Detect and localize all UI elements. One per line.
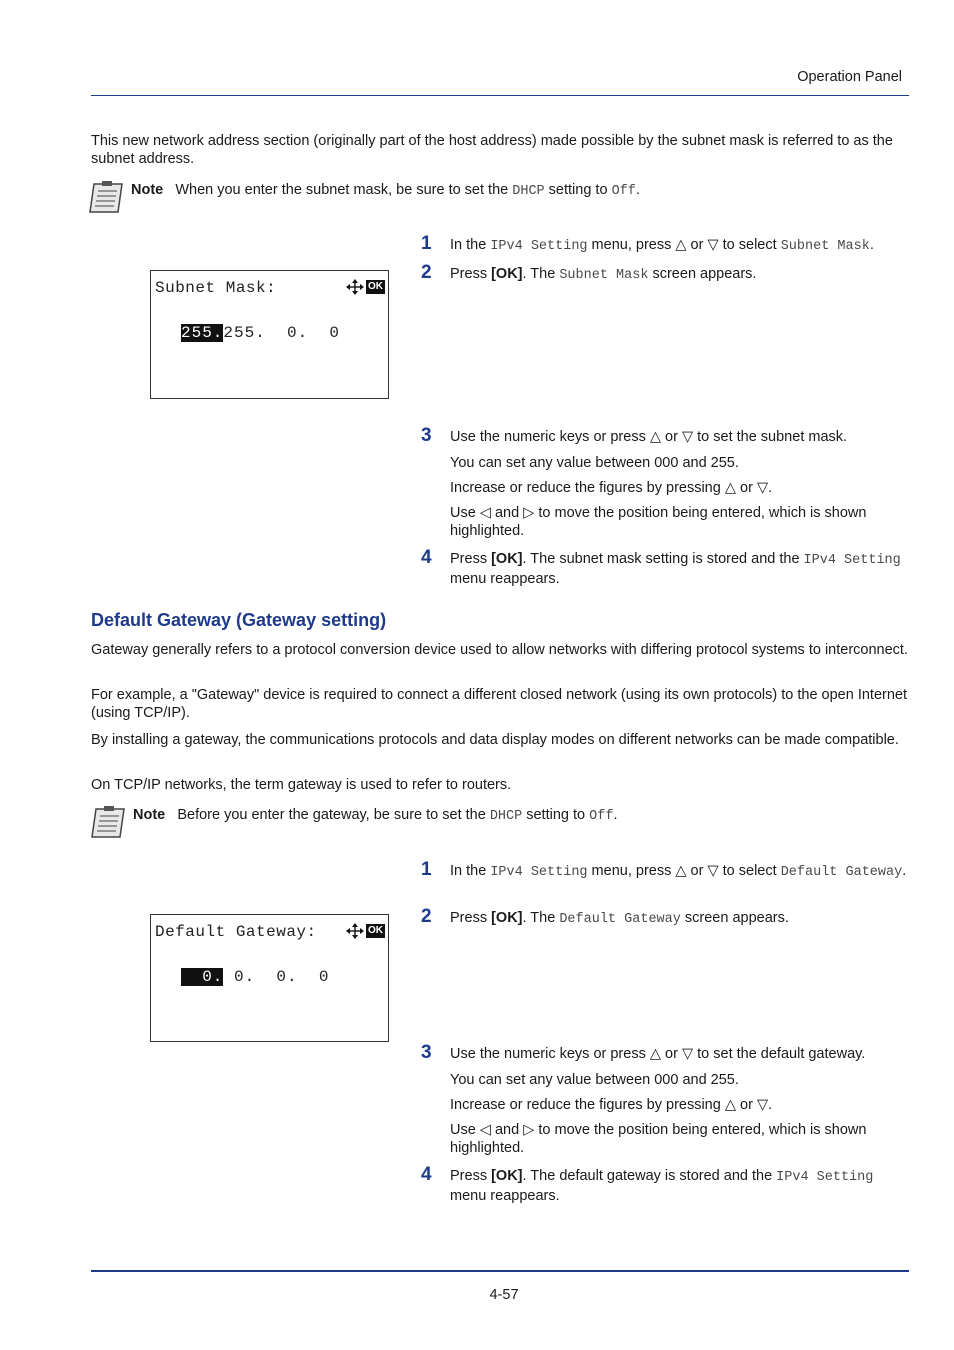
step-text: screen appears.: [648, 266, 757, 282]
step-text: Press: [450, 910, 492, 926]
lcd-nav-icons: [346, 279, 385, 295]
subnet-step-1: [450, 236, 910, 256]
note-text: setting to: [544, 182, 612, 198]
step-text: . The default gateway is stored and the: [522, 1168, 777, 1184]
ok-icon: OK: [368, 281, 383, 292]
note-text: When you enter the subnet mask, be sure to set the: [175, 182, 513, 198]
step-text: . The: [522, 910, 560, 926]
note-icon: [90, 806, 128, 844]
step-text: menu, press △ or ▽ to select: [587, 863, 781, 879]
header-rule: [91, 95, 909, 96]
gateway-paragraph-1: Gateway generally refers to a protocol conversion device used to allow networks with differing protocol systems to interconnect.: [91, 642, 908, 658]
gateway-sub-1: You can set any value between 000 and 255.: [450, 1072, 739, 1088]
step-text: . The: [522, 266, 560, 282]
four-way-arrow-icon: [346, 279, 364, 295]
gateway-step-1: [450, 862, 910, 882]
ok-key-label: [OK]: [491, 910, 523, 926]
step-text: Press: [450, 1168, 492, 1184]
code-ipv4-setting: IPv4 Setting: [490, 239, 588, 254]
lcd-rest-fields: 0. 0. 0: [223, 968, 330, 986]
subnet-mask-lcd: [150, 270, 389, 399]
step-text: In the: [450, 863, 491, 879]
code-off: Off: [589, 809, 614, 824]
subnet-sub-3: Use ◁ and ▷ to move the position being entered, which is shown highlighted.: [450, 505, 867, 539]
gateway-paragraph-2: For example, a "Gateway" device is required to connect a different closed network (using its own protocols) to the open Internet (using TCP/IP).: [91, 687, 908, 721]
subnet-step-4: [450, 550, 910, 588]
step-number: 1: [421, 859, 432, 880]
step-text: . The subnet mask setting is stored and the: [522, 551, 804, 567]
code-ipv4-setting: IPv4 Setting: [803, 553, 901, 568]
ok-key-label: [OK]: [491, 551, 523, 567]
note-text: setting to: [522, 807, 590, 823]
code-subnet-mask: Subnet Mask: [559, 268, 649, 283]
gateway-paragraph-4: On TCP/IP networks, the term gateway is used to refer to routers.: [91, 777, 512, 793]
gateway-step-3: Use the numeric keys or press △ or ▽ to set the default gateway.: [450, 1046, 866, 1062]
lcd-value: [181, 968, 329, 986]
step-text: menu reappears.: [450, 1188, 560, 1204]
code-off: Off: [611, 184, 636, 199]
code-ipv4-setting: IPv4 Setting: [776, 1170, 874, 1185]
gateway-sub-2: Increase or reduce the figures by pressing △ or ▽.: [450, 1097, 773, 1113]
subnet-sub-2: Increase or reduce the figures by pressing △ or ▽.: [450, 480, 773, 496]
step-number: 3: [421, 1042, 432, 1063]
ok-key-label: [OK]: [491, 266, 523, 282]
step-text: .: [902, 863, 907, 879]
lcd-highlight-field: 0.: [181, 968, 224, 986]
lcd-value: [181, 324, 340, 342]
step-text: menu reappears.: [450, 571, 560, 587]
step-number: 1: [421, 233, 432, 254]
lcd-nav-icons: [346, 923, 385, 939]
gateway-sub-3: Use ◁ and ▷ to move the position being entered, which is shown highlighted.: [450, 1122, 867, 1156]
step-number: 4: [421, 1164, 432, 1185]
default-gateway-lcd: [150, 914, 389, 1042]
footer-rule: [91, 1270, 909, 1272]
note-icon: [88, 181, 126, 219]
section-heading: Default Gateway (Gateway setting): [91, 610, 387, 630]
step-text: Press: [450, 551, 492, 567]
step-text: In the: [450, 237, 491, 253]
step-text: menu, press △ or ▽ to select: [587, 237, 781, 253]
lcd-rest-fields: 255. 0. 0: [223, 324, 341, 342]
note-text: .: [613, 807, 618, 823]
step-text: .: [869, 237, 874, 253]
note-1: [131, 182, 911, 199]
lcd-highlight-field: 255.: [181, 324, 224, 342]
code-subnet-mask: Subnet Mask: [780, 239, 870, 254]
code-default-gateway: Default Gateway: [559, 912, 681, 927]
gateway-step-4: [450, 1167, 910, 1205]
four-way-arrow-icon: [346, 923, 364, 939]
note-text: Before you enter the gateway, be sure to set the: [177, 807, 490, 823]
gateway-step-2: [450, 909, 910, 929]
page-number: 4-57: [489, 1287, 519, 1303]
lcd-title: Subnet Mask:: [155, 279, 277, 297]
gateway-paragraph-3: By installing a gateway, the communications protocols and data display modes on different networks can be made compatible.: [91, 732, 899, 748]
lcd-title: Default Gateway:: [155, 923, 317, 941]
step-number: 2: [421, 262, 432, 283]
note-label: Note: [133, 807, 166, 823]
code-dhcp: DHCP: [489, 809, 523, 824]
step-number: 3: [421, 425, 432, 446]
step-text: Press: [450, 266, 492, 282]
ok-key-label: [OK]: [491, 1168, 523, 1184]
note-2: [133, 807, 913, 824]
note-text: .: [635, 182, 640, 198]
step-number: 2: [421, 906, 432, 927]
subnet-step-3: Use the numeric keys or press △ or ▽ to set the subnet mask.: [450, 429, 848, 445]
code-ipv4-setting: IPv4 Setting: [490, 865, 588, 880]
intro-paragraph: This new network address section (originally part of the host address) made possible by the subnet mask is referred to as the subnet address.: [91, 133, 893, 167]
ok-icon: OK: [368, 925, 383, 936]
code-dhcp: DHCP: [512, 184, 545, 199]
note-label: Note: [131, 182, 164, 198]
page-header-title: Operation Panel: [797, 69, 902, 85]
subnet-step-2: [450, 265, 910, 285]
subnet-sub-1: You can set any value between 000 and 255.: [450, 455, 739, 471]
code-default-gateway: Default Gateway: [780, 865, 903, 880]
step-text: screen appears.: [680, 910, 789, 926]
step-number: 4: [421, 547, 432, 568]
